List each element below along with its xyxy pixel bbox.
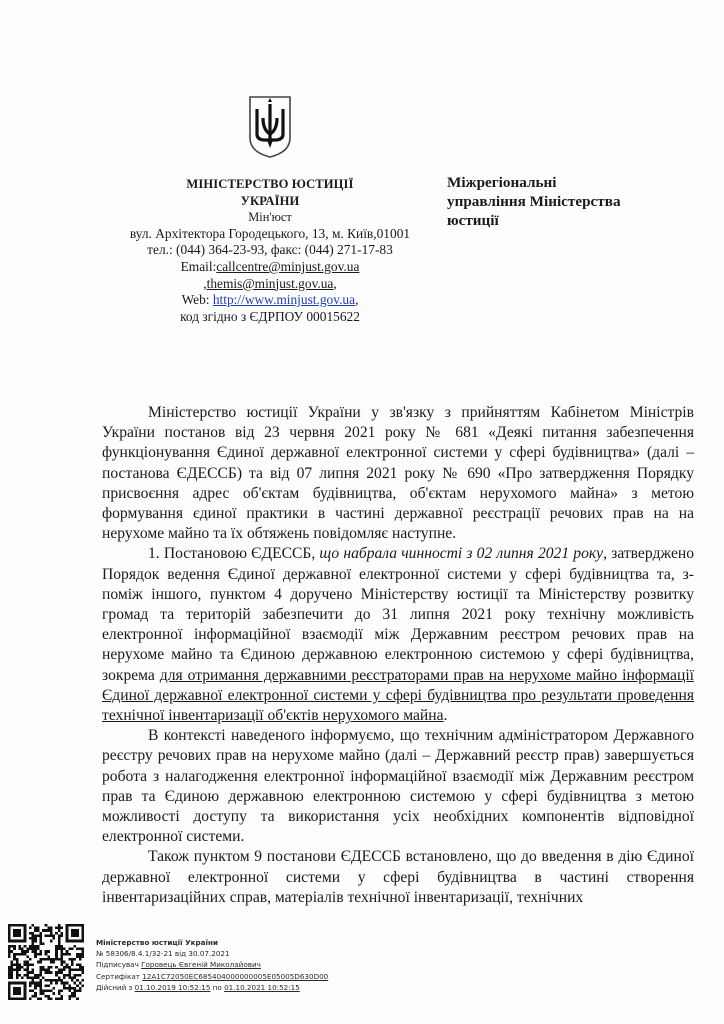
sender-edrpou: код згідно з ЄДРПОУ 00015622 xyxy=(180,308,360,324)
recipient-line1: Міжрегіональні xyxy=(447,174,557,191)
p2-underlined-purpose: для отримання державними реєстраторами прав на нерухоме майно інформації Єдиної державної електронної системи у сфері будівництва про результати проведення технічної інвентаризації об'єктів нерухомого майна xyxy=(102,666,694,725)
cert-label: Сертифікат xyxy=(96,971,143,981)
web-suffix: , xyxy=(355,292,359,308)
paragraph-point-1 xyxy=(102,544,694,726)
signature-valid-line xyxy=(96,982,328,993)
recipient-line3: юстиції xyxy=(447,212,499,230)
valid-mid: по xyxy=(210,982,225,992)
p2-italic-effective-date: що набрала чинності з 02 липня 2021 року xyxy=(319,545,604,563)
letter-body xyxy=(102,403,694,908)
signature-reg-number: № 58306/8.4.1/32-21 від 30.07.2021 xyxy=(96,949,230,959)
sender-org-line1: МІНІСТЕРСТВО ЮСТИЦІЇ xyxy=(186,177,354,191)
recipient-line2: управління Міністерства xyxy=(447,193,621,211)
signer-name: Горовець Євгеній Миколайович xyxy=(141,960,261,970)
qr-code-icon xyxy=(8,924,84,1000)
web-label: Web: xyxy=(181,292,213,308)
signature-signer-line xyxy=(96,959,328,970)
recipient-block xyxy=(447,173,677,231)
valid-label: Дійсний з xyxy=(96,982,135,992)
email-link-themis[interactable]: themis@minjust.gov.ua xyxy=(206,275,334,291)
signature-cert-line xyxy=(96,971,328,982)
email2-prefix: , xyxy=(203,275,207,291)
email-link-callcentre[interactable]: callcentre@minjust.gov.ua xyxy=(216,258,360,274)
paragraph-point-9: Також пунктом 9 постанови ЄДЕССБ встановлено, що до введення в дію Єдиної державної електронної системи у сфері будівництва в частині створення інвентаризаційних справ, матеріалів технічної інвентаризації, технічних xyxy=(102,848,694,906)
qr-modules xyxy=(8,924,84,1000)
web-link[interactable]: http://www.minjust.gov.ua xyxy=(212,292,356,308)
valid-from: 01.10.2019 10:52:15 xyxy=(134,982,211,992)
signer-label: Підписувач xyxy=(96,960,142,970)
sender-org-line2: УКРАЇНИ xyxy=(240,193,300,208)
p2-start: 1. Постановою ЄДЕССБ, xyxy=(148,545,320,563)
sender-email-line xyxy=(110,259,430,276)
email2-suffix: , xyxy=(333,275,337,291)
sender-email2-line xyxy=(110,276,430,293)
sender-short-name: Мін'юст xyxy=(248,210,292,225)
p2-end: . xyxy=(443,707,448,725)
trident-coat-of-arms-icon xyxy=(247,94,293,160)
email-label: Email: xyxy=(180,258,217,274)
valid-to: 01.10.2021 10:52:15 xyxy=(224,982,300,992)
sender-web-line xyxy=(110,292,430,309)
signature-org: Міністерство юстиції України xyxy=(96,938,218,947)
e-signature-stamp xyxy=(96,937,328,993)
p2-middle: , затверджено Порядок ведення Єдиної державної електронної системи у сфері будівництва та, з-поміж іншого, пунктом 4 доручено Міністерству юстиції та Міністерству розвитку громад та територій забезпечити до 31 липня 2021 року технічну можливість електронної інформаційної взаємодії між Державним реєстром речових прав на нерухоме майно та Єдиною державною електронною системою у сфері будівництва, зокрема xyxy=(102,545,695,684)
paragraph-intro: Міністерство юстиції України у зв'язку з прийняттям Кабінетом Міністрів України постанов від 23 червня 2021 року № 681 «Деякі питання забезпечення функціонування Єдиної державної електронної системи у сфері будівництва» (далі – постанова ЄДЕССБ) та від 07 липня 2021 року № 690 «Про затвердження Порядку присвоєння адрес об'єктам будівництва, об'єктам нерухомого майна» з метою формування єдиної практики в частині державної реєстрації речових прав на на нерухоме майно та їх обтяжень повідомляє наступне. xyxy=(102,404,694,543)
paragraph-context: В контексті наведеного інформуємо, що технічним адміністратором Державного реєстру речових прав на нерухоме майно (далі – Державний реєстр прав) завершується робота з налагодження електронної інформаційної взаємодії між Державним реєстром прав та Єдиною державною електронною системою у сфері будівництва з метою можливості доступу та використання усіх необхідних компонентів відповідної електронної системи. xyxy=(102,727,694,846)
sender-phones: тел.: (044) 364-23-93, факс: (044) 271-17-83 xyxy=(147,242,393,258)
cert-number: 12A1C72050EC685404000000005E05005D630D00 xyxy=(142,971,329,981)
sender-block xyxy=(110,176,430,325)
sender-address: вул. Архітектора Городецького, 13, м. Київ,01001 xyxy=(129,225,411,241)
